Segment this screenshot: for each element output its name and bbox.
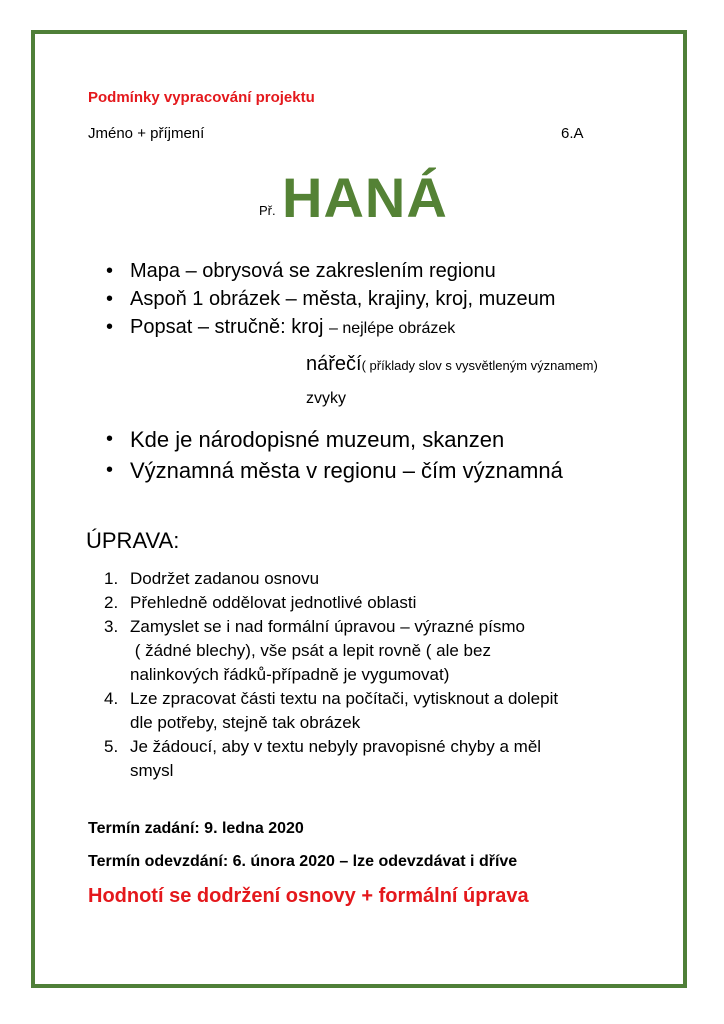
list-item bbox=[104, 687, 558, 735]
list-item-note: – nejlépe obrázek bbox=[328, 320, 456, 337]
numbered-list bbox=[104, 567, 558, 783]
item-line: Zamyslet se i nad formální úpravou – výrazné písmo bbox=[130, 617, 525, 636]
term-due: Termín odevzdání: 6. února 2020 – lze odevzdávat i dříve bbox=[88, 853, 518, 870]
bullet-list-top bbox=[104, 257, 555, 343]
item-line: ( žádné blechy), vše psát a lepit rovně ( ale bez bbox=[130, 641, 491, 660]
dialect-item bbox=[306, 353, 598, 376]
item-number: 3. bbox=[104, 617, 119, 636]
document-heading: Podmínky vypracování projektu bbox=[88, 89, 315, 106]
item-line: smysl bbox=[130, 761, 174, 780]
grading-note: Hodnotí se dodržení osnovy + formální úprava bbox=[88, 885, 529, 907]
list-item-text: Kde je národopisné muzeum, skanzen bbox=[130, 427, 505, 452]
item-line: Lze zpracovat části textu na počítači, vytisknout a dolepit bbox=[130, 689, 559, 708]
list-item bbox=[104, 615, 558, 687]
list-item-text: Mapa – obrysová se zakreslením regionu bbox=[130, 260, 496, 282]
list-item-text: Popsat – stručně: kroj bbox=[130, 316, 329, 338]
item-number: 1. bbox=[104, 569, 119, 588]
bullet-list-bottom bbox=[104, 424, 563, 486]
dialect-note: ( příklady slov s vysvětleným významem) bbox=[361, 358, 598, 373]
page-title: HANÁ bbox=[282, 166, 448, 229]
list-item-text: Významná města v regionu – čím významná bbox=[130, 458, 563, 483]
dialect-label: nářečí bbox=[306, 353, 362, 375]
item-number: 4. bbox=[104, 689, 119, 708]
item-number: 2. bbox=[104, 593, 119, 612]
item-line: dle potřeby, stejně tak obrázek bbox=[130, 713, 361, 732]
class-label: 6.A bbox=[561, 125, 584, 142]
section-title-uprava: ÚPRAVA: bbox=[86, 528, 180, 553]
item-line: nalinkových řádků-případně je vygumovat) bbox=[130, 665, 450, 684]
list-item bbox=[104, 313, 555, 343]
list-item bbox=[104, 735, 558, 783]
list-item bbox=[104, 591, 558, 615]
list-item-text: Aspoň 1 obrázek – města, krajiny, kroj, muzeum bbox=[130, 288, 556, 310]
list-item bbox=[104, 424, 563, 455]
list-item bbox=[104, 285, 555, 313]
list-item bbox=[104, 455, 563, 486]
title-prefix: Př. bbox=[259, 203, 276, 218]
list-item bbox=[104, 257, 555, 285]
name-label: Jméno + příjmení bbox=[88, 125, 205, 142]
customs-item: zvyky bbox=[306, 390, 346, 407]
term-assigned: Termín zadání: 9. ledna 2020 bbox=[88, 820, 304, 837]
item-line: Přehledně oddělovat jednotlivé oblasti bbox=[130, 593, 417, 612]
item-line: Je žádoucí, aby v textu nebyly pravopisné chyby a měl bbox=[130, 737, 542, 756]
item-line: Dodržet zadanou osnovu bbox=[130, 569, 320, 588]
item-number: 5. bbox=[104, 737, 119, 756]
list-item bbox=[104, 567, 558, 591]
